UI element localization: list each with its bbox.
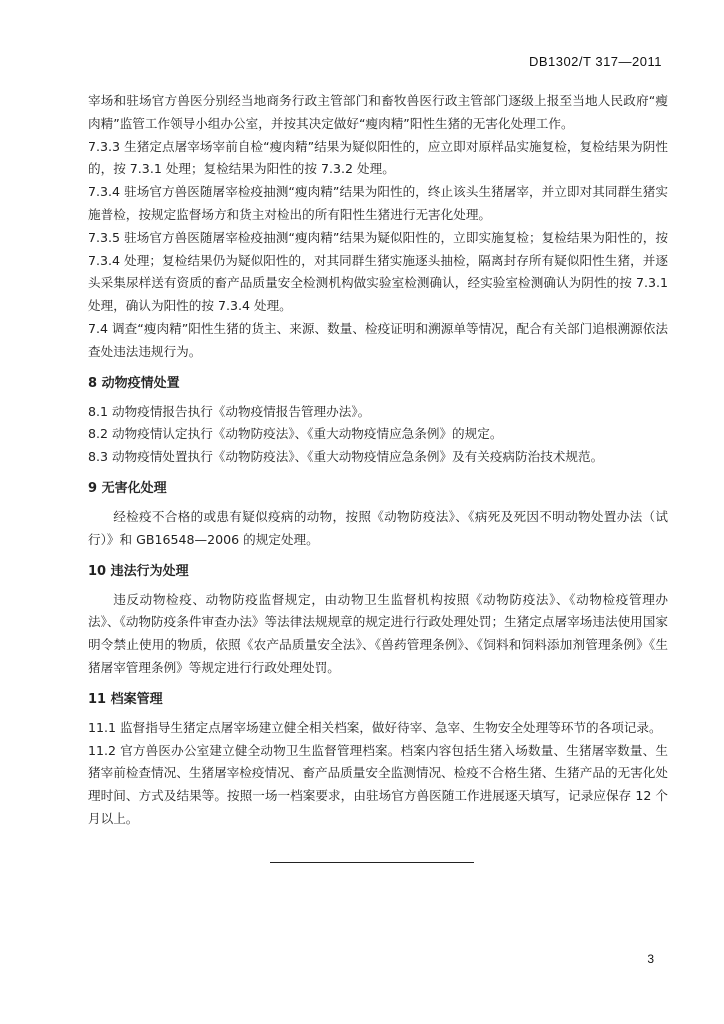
clause-7-3-4: 7.3.4 驻场官方兽医随屠宰检疫抽测“瘦肉精”结果为阳性的，终止该头生猪屠宰，并立即对其同群生猪实施普检，按规定监督场方和货主对检出的所有阳性生猪进行无害化处理。 — [88, 184, 668, 222]
paragraph-continuation: 宰场和驻场官方兽医分别经当地商务行政主管部门和畜牧兽医行政主管部门逐级上报至当地人民政府“瘦肉精”监管工作领导小组办公室，并按其决定做好“瘦肉精”阳性生猪的无害化处理工作。 — [88, 93, 668, 131]
clause-8-2: 8.2 动物疫情认定执行《动物防疫法》、《重大动物疫情应急条例》的规定。 — [88, 426, 503, 442]
clause-7-3-5: 7.3.5 驻场官方兽医随屠宰检疫抽测“瘦肉精”结果为疑似阳性的，立即实施复检；复检结果为阳性的，按 7.3.4 处理；复检结果仍为疑似阳性的，对其同群生猪实施逐头抽检，隔离封存所有疑似阳性生猪，并逐头采集尿样送有资质的畜产品质量安全检测机构做实验室检测确认，经实验室检测确认为阴性的按 7.3.1 处理，确认为阳性的按 7.3.4 处理。 — [88, 229, 668, 314]
page-number: 3 — [647, 952, 654, 966]
clause-7-3-3: 7.3.3 生猪定点屠宰场宰前自检“瘦肉精”结果为疑似阳性的，应立即对原样品实施复检，复检结果为阴性的，按 7.3.1 处理；复检结果为阳性的按 7.3.2 处理。 — [88, 138, 668, 177]
clause-7-4: 7.4 调查“瘦肉精”阳性生猪的货主、来源、数量、检疫证明和溯源单等情况，配合有关部门追根溯源依法查处违法违规行为。 — [88, 320, 668, 359]
section-9-heading: 9 无害化处理 — [88, 480, 167, 496]
clause-11-2: 11.2 官方兽医办公室建立健全动物卫生监督管理档案。档案内容包括生猪入场数量、生猪屠宰数量、生猪宰前检查情况、生猪屠宰检疫情况、畜产品质量安全监测情况、检疫不合格生猪、生猪产品的无害化处理时间、方式及结果等。按照一场一档案要求，由驻场官方兽医随工作进展逐天填写，记录应保存 12 个月以上。 — [88, 742, 668, 826]
clause-8-1: 8.1 动物疫情报告执行《动物疫情报告管理办法》。 — [88, 403, 371, 419]
section-9-text: 经检疫不合格的或患有疑似疫病的动物，按照《动物防疫法》、《病死及死因不明动物处置办法（试行）》和 GB16548—2006 的规定处理。 — [88, 508, 668, 547]
document-body — [88, 90, 668, 831]
document-code: DB1302/T 317—2011 — [528, 54, 662, 69]
section-10-text: 违反动物检疫、动物防疫监督规定，由动物卫生监督机构按照《动物防疫法》、《动物检疫管理办法》、《动物防疫条件审查办法》等法律法规规章的规定进行行政处理处罚；生猪定点屠宰场违法使用国家明令禁止使用的物质，依照《农产品质量安全法》、《兽药管理条例》、《饲料和饲料添加剂管理条例》《生猪屠宰管理条例》等规定进行行政处理处罚。 — [88, 591, 668, 675]
clause-11-1: 11.1 监督指导生猪定点屠宰场建立健全相关档案，做好待宰、急宰、生物安全处理等环节的各项记录。 — [88, 719, 662, 735]
section-10-heading: 10 违法行为处理 — [88, 563, 189, 579]
end-rule — [270, 862, 474, 863]
clause-8-3: 8.3 动物疫情处置执行《动物防疫法》、《重大动物疫情应急条例》及有关疫病防治技术规范。 — [88, 449, 604, 465]
section-11-heading: 11 档案管理 — [88, 691, 163, 707]
section-8-heading: 8 动物疫情处置 — [88, 375, 180, 391]
